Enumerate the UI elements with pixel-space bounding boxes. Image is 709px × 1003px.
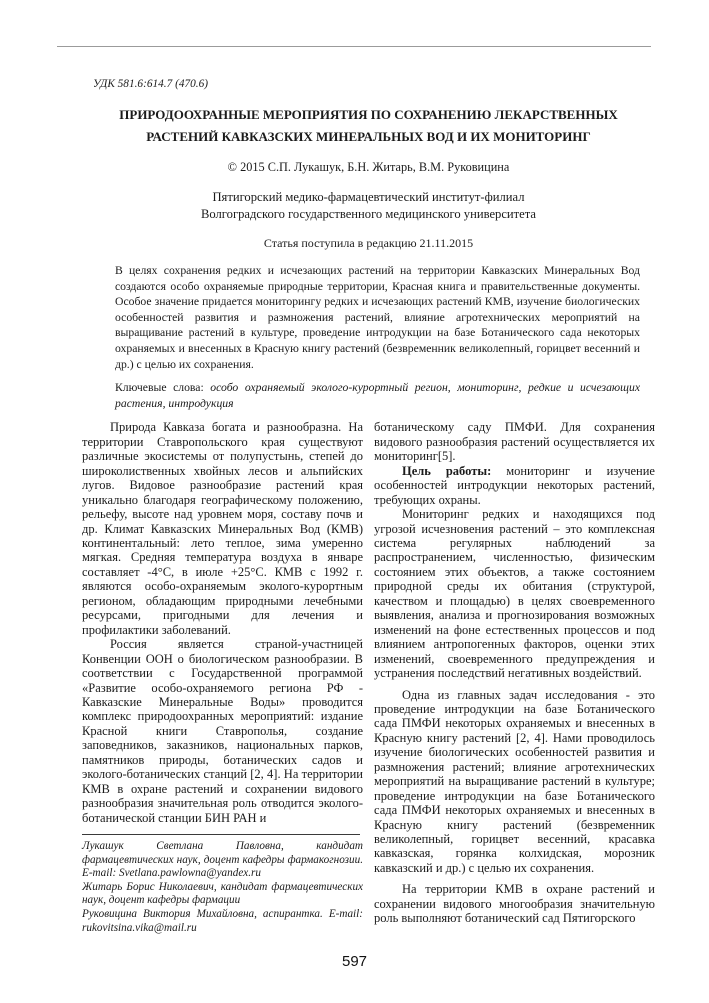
affiliation	[82, 189, 655, 222]
footnote-divider	[82, 834, 360, 835]
authors-line: © 2015 С.П. Лукашук, Б.Н. Житарь, В.М. Руковицина	[227, 160, 510, 174]
affiliation-line-2: Волгоградского государственного медицинского университета	[200, 206, 537, 221]
paragraph-nature: Природа Кавказа богата и разнообразна. На территории Ставропольского края существуют различные экосистемы от полупустынь, степей до широколиственных хвойных лесов и альпийских лугов. Видовое разнообразие растений края уникально благодаря географическому положению, рельефу, высоте над уровнем моря, составу почв и др. Климат Кавказских Минеральных Вод (КМВ) континентальный: лето теплое, зима умеренно мягкая. Средняя температура воздуха в январе составляет -4°С, в июле +25°С. КМВ с 1992 г. являются особо-охраняемым эколого-курортным регионом, обладающим природными лечебными ресурсами, пригодными для лечения и профилактики заболеваний.	[82, 420, 363, 637]
header-rule	[57, 46, 651, 47]
paragraph-tasks: Одна из главных задач исследования - это проведение интродукции на базе Ботанического сада ПМФИ некоторых охраняемых и внесенных в Красную книгу растений [2, 4]. Нами проводилось изучение биологических особенностей развития и размножения растений; влияние агротехнических мероприятий на выращивание растений в культуре; проведение интродукции на базе Ботанического сада ПМФИ некоторых охраняемых и внесенных в Красную книгу растений (безвременник великолепный, горицвет весенний, красавка кавказская, горянка колхидская, морозник кавказский и др.) с целью их сохранения.	[374, 687, 655, 875]
article-title	[82, 104, 655, 147]
keywords-block	[115, 380, 640, 411]
footnote-rukovitsina: Руковицина Виктория Михайловна, аспирантка. E-mail: rukovitsina.vika@mail.ru	[82, 908, 363, 934]
abstract-text: В целях сохранения редких и исчезающих растений на территории Кавказских Минеральных Вод создаются особо охраняемые природные территории, Красная книга и правительственные документы. Особое значение придается мониторингу редких и исчезающих растений КМВ, изучение биологических особенностей развития и размножения растений, влияние агротехнических мероприятий на выращивание растений в культуре, проведение интродукции на базе Ботанического сада некоторых охраняемых и внесенных в Красную книгу растений (безвременник великолепный, горицвет весенний и др.) с целью их сохранения.	[115, 264, 640, 371]
body-columns	[82, 420, 655, 935]
page-number: 597	[341, 953, 368, 970]
footnote-lukashuk: Лукашук Светлана Павловна, кандидат фармацевтических наук, доцент кафедры фармакогнозии. E-mail: Svetlana.pawlowna@yandex.ru	[82, 840, 363, 880]
goal-label: Цель работы:	[402, 463, 492, 478]
goal-text: мониторинг и изучение особенностей интродукции некоторых растений, требующих охраны.	[374, 463, 655, 507]
left-column	[82, 420, 363, 935]
footnote-zhitar: Житарь Борис Николаевич, кандидат фармацевтических наук, доцент кафедры фармации	[82, 880, 363, 907]
affiliation-line-1: Пятигорский медико-фармацевтический институт-филиал	[212, 190, 525, 204]
title-line-1: ПРИРОДООХРАННЫЕ МЕРОПРИЯТИЯ ПО СОХРАНЕНИЮ ЛЕКАРСТВЕННЫХ	[119, 107, 618, 122]
received-date: Статья поступила в редакцию 21.11.2015	[263, 236, 474, 250]
paragraph-goal	[374, 464, 655, 507]
udc-code: УДК 581.6:614.7 (470.6)	[93, 78, 209, 90]
paragraph-monitoring: Мониторинг редких и находящихся под угрозой исчезновения растений – это комплексная система регулярных наблюдений за распространением, численностью, физическим состоянием этих объектов, а также состоянием природной среды их обитания (структурой, качеством и площадью) в целях своевременного выявления, анализа и прогнозирования возможных изменений на фоне естественных процессов и под влиянием антропогенных факторов, оценки этих изменений, своевременного предупреждения и устранения последствий негативных воздействий.	[374, 507, 655, 681]
page-content	[82, 78, 655, 935]
paragraph-kmv: На территории КМВ в охране растений и сохранении видового многообразия значительную роль выполняют ботанический сад Пятигорского	[374, 882, 655, 926]
keywords-text: особо охраняемый эколого-курортный регион, мониторинг, редкие и исчезающих растения, интродукция	[115, 381, 641, 410]
author-footnote	[82, 834, 363, 935]
paragraph-botgarden: ботаническому саду ПМФИ. Для сохранения видового разнообразия растений осуществляется их мониторинг[5].	[374, 420, 655, 464]
right-column	[374, 420, 655, 935]
paragraph-russia: Россия является страной-участницей Конвенции ООН о биологическом разнообразии. В соответствии с Государственной программой «Развитие особо-охраняемого региона РФ - Кавказские Минеральные Воды» проводится комплекс природоохранных мероприятий: издание Красной книги Ставрополья, создание заповедников, заказников, национальных парков, памятников природы, ботанических садов и эколого-ботанических станций [2, 4]. На территории КМВ в охране растений и сохранении видового разнообразия значительная роль отводится эколого-ботанической станции БИН РАН и	[82, 637, 363, 825]
keywords-label: Ключевые слова:	[115, 381, 211, 395]
title-line-2: РАСТЕНИЙ КАВКАЗСКИХ МИНЕРАЛЬНЫХ ВОД И ИХ МОНИТОРИНГ	[146, 128, 591, 144]
